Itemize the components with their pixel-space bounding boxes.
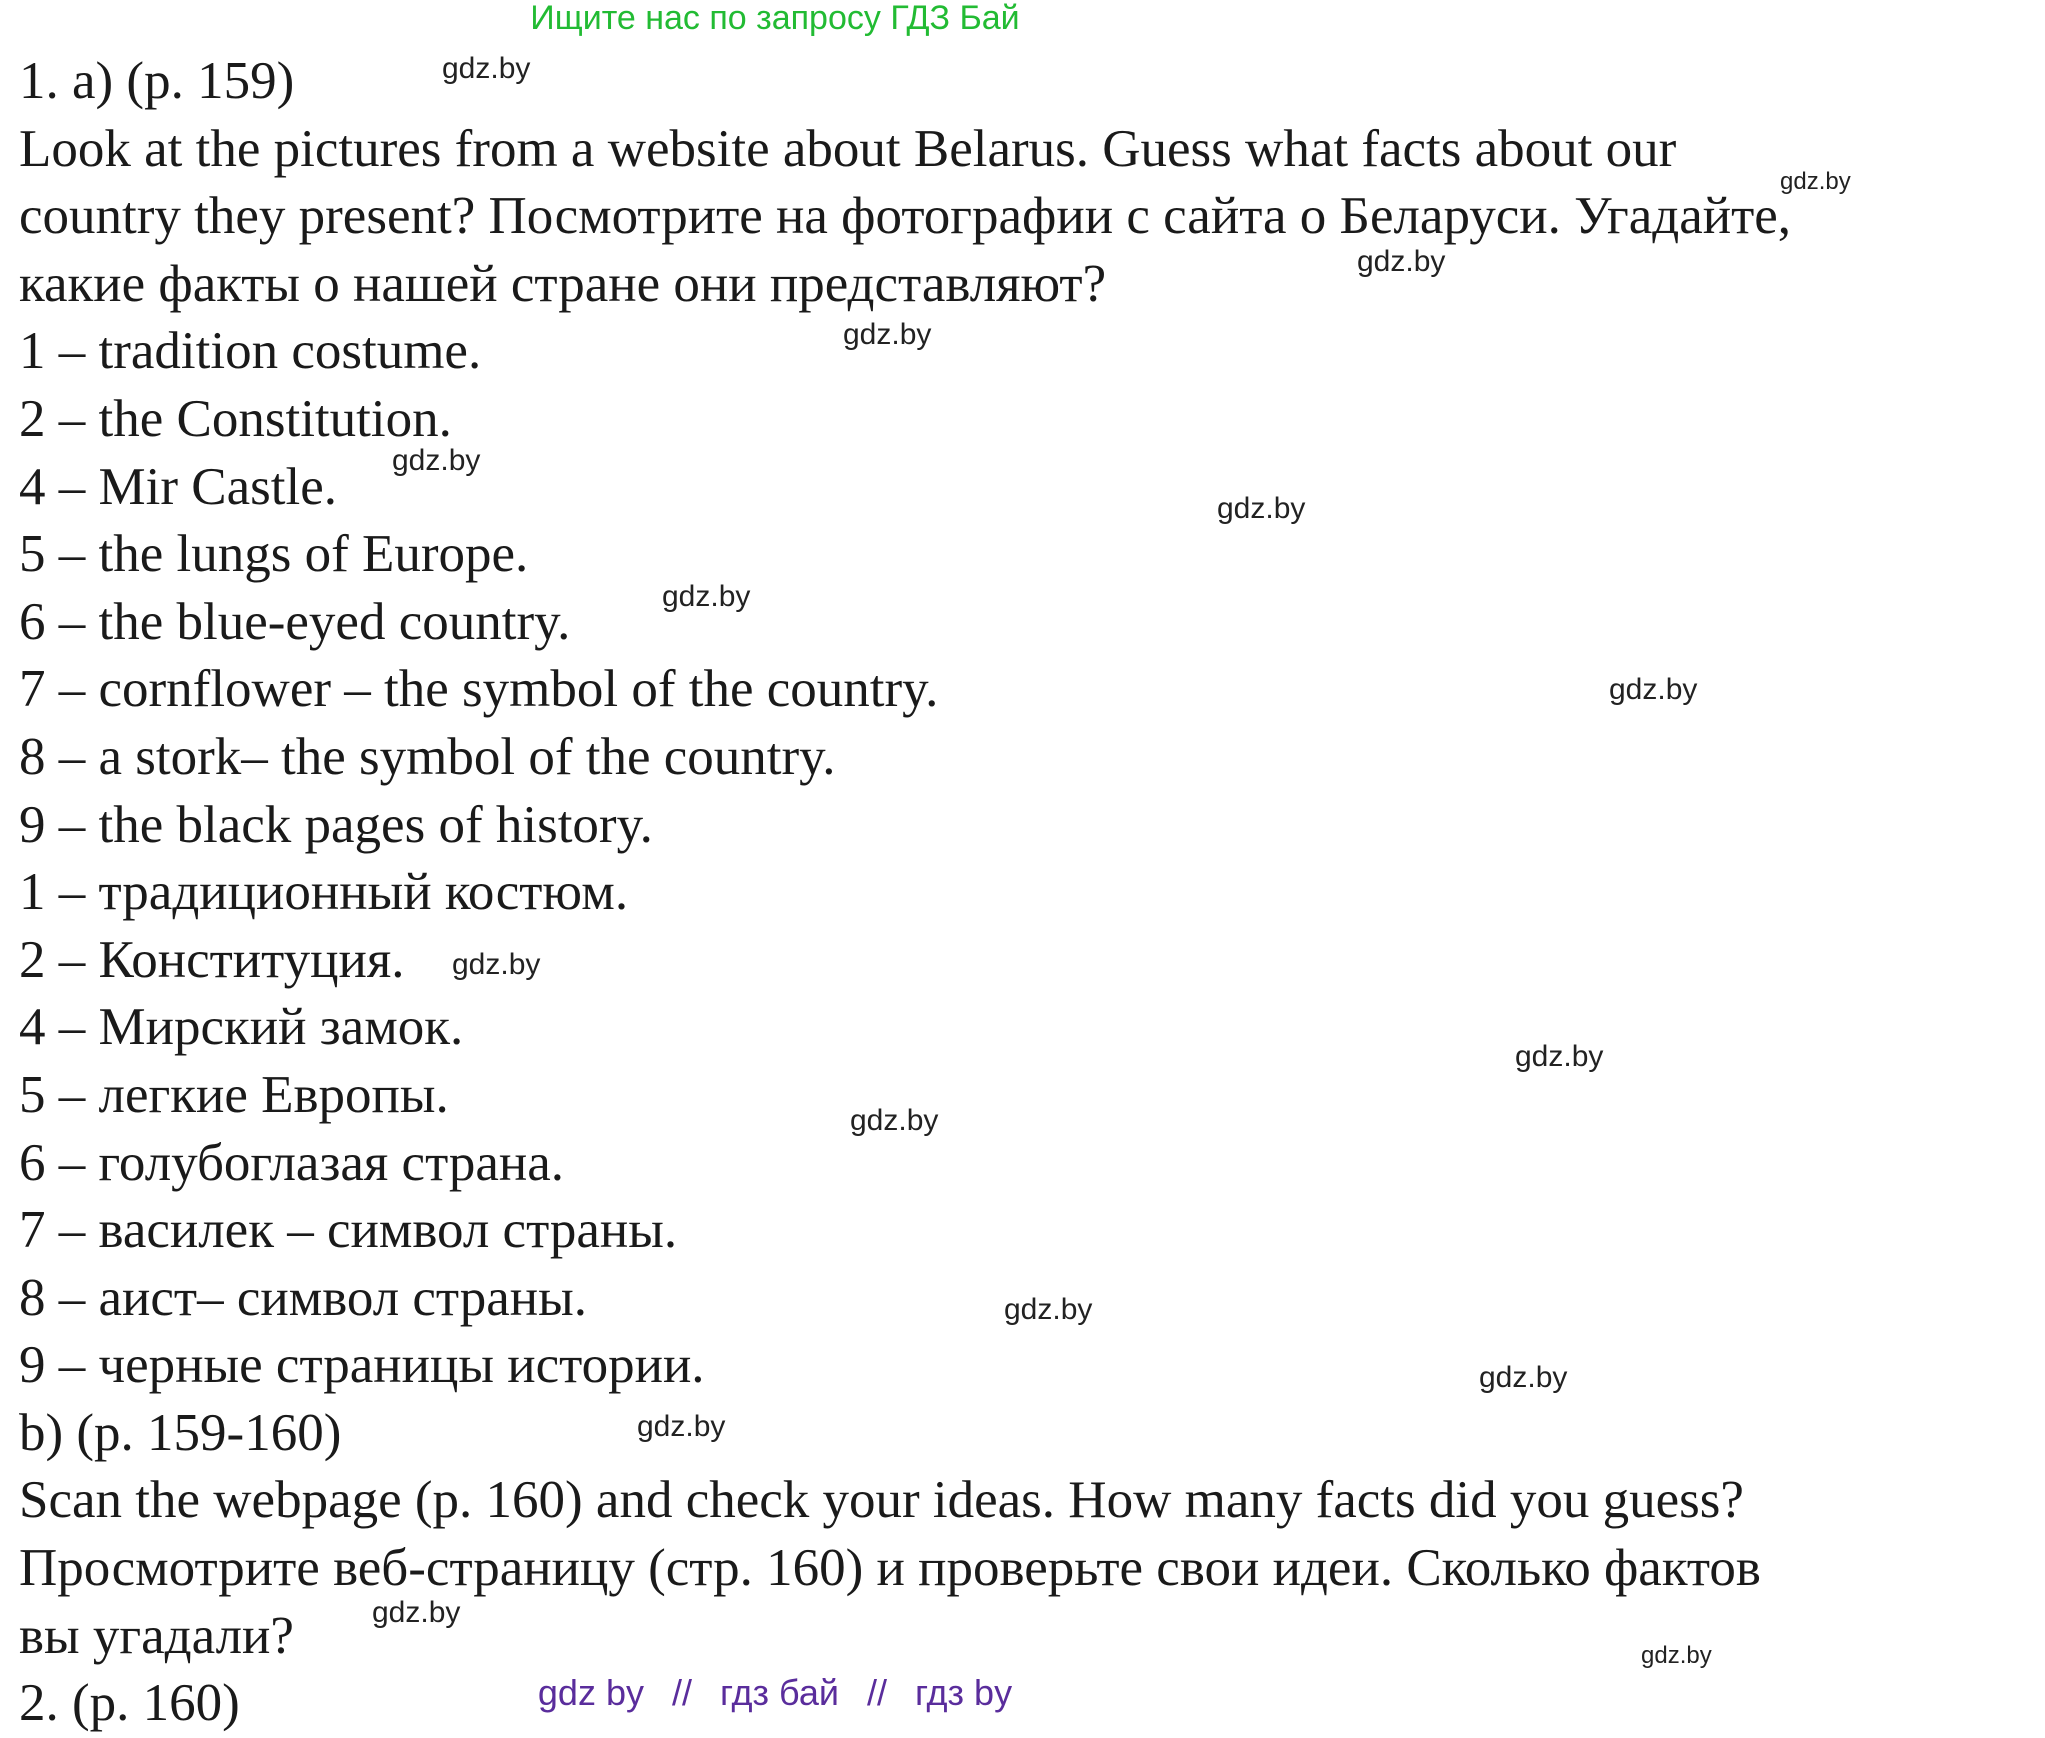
watermark: gdz.by	[442, 52, 531, 85]
footer-link-gdz-by-cyrillic[interactable]: гдз by	[915, 1672, 1013, 1713]
answer-en-5: 5 – the lungs of Europe.	[19, 525, 529, 584]
part-a-instruction-line-1: Look at the pictures from a website about Belarus. Guess what facts about our	[19, 119, 1677, 178]
watermark: gdz.by	[637, 1410, 726, 1443]
answer-en-4: 4 – Mir Castle.	[19, 457, 337, 516]
footer-links	[0, 1672, 1550, 1714]
answer-en-9: 9 – the black pages of history.	[19, 795, 653, 854]
answer-ru-6: 6 – голубоглазая страна.	[19, 1133, 565, 1192]
watermark: gdz.by	[1357, 245, 1446, 278]
answer-ru-5: 5 – легкие Европы.	[19, 1065, 449, 1124]
watermark: gdz.by	[1780, 168, 1851, 195]
answer-ru-1: 1 – традиционный костюм.	[19, 863, 629, 922]
part-b-instruction-line-3: вы угадали?	[19, 1606, 294, 1665]
watermark: gdz.by	[372, 1596, 461, 1629]
watermark: gdz.by	[1479, 1361, 1568, 1394]
answer-ru-7: 7 – василек – символ страны.	[19, 1201, 678, 1260]
answer-ru-4: 4 – Мирский замок.	[19, 998, 464, 1057]
cut-off-next-task: 2. (p. 160)	[19, 1674, 240, 1733]
footer-link-gdz-bai[interactable]: гдз бай	[720, 1672, 839, 1713]
watermark: gdz.by	[1217, 492, 1306, 525]
answer-ru-8: 8 – аист– символ страны.	[19, 1268, 587, 1327]
answer-en-6: 6 – the blue-eyed country.	[19, 592, 571, 651]
top-banner: Ищите нас по запросу ГДЗ Бай	[530, 0, 1020, 37]
watermark: gdz.by	[662, 580, 751, 613]
watermark: gdz.by	[843, 318, 932, 351]
part-b-heading: b) (p. 159-160)	[19, 1403, 342, 1462]
footer-link-gdz-by[interactable]: gdz by	[537, 1672, 644, 1713]
watermark: gdz.by	[1004, 1293, 1093, 1326]
answer-en-2: 2 – the Constitution.	[19, 389, 452, 448]
answer-ru-2: 2 – Конституция.	[19, 930, 405, 989]
part-a-heading: 1. a) (p. 159)	[19, 52, 295, 110]
answer-en-1: 1 – tradition costume.	[19, 322, 482, 381]
part-a-instruction-line-2: country they present? Посмотрите на фотографии с сайта о Беларуси. Угадайте,	[19, 187, 1792, 246]
part-b-instruction-line-1: Scan the webpage (p. 160) and check your ideas. How many facts did you guess?	[19, 1471, 1744, 1530]
part-b-instruction-line-2: Просмотрите веб-страницу (стр. 160) и проверьте свои идеи. Сколько фактов	[19, 1539, 1761, 1598]
answer-en-8: 8 – a stork– the symbol of the country.	[19, 727, 836, 786]
footer-separator: //	[672, 1672, 693, 1713]
watermark: gdz.by	[1641, 1642, 1712, 1669]
watermark: gdz.by	[1609, 673, 1698, 706]
answer-ru-9: 9 – черные страницы истории.	[19, 1336, 705, 1395]
watermark: gdz.by	[850, 1104, 939, 1137]
watermark: gdz.by	[452, 948, 541, 981]
footer-separator: //	[867, 1672, 888, 1713]
part-a-instruction-line-3: какие факты о нашей стране они представляют?	[19, 254, 1107, 313]
watermark: gdz.by	[392, 444, 481, 477]
answer-en-7: 7 – cornflower – the symbol of the country.	[19, 660, 939, 719]
watermark: gdz.by	[1515, 1040, 1604, 1073]
